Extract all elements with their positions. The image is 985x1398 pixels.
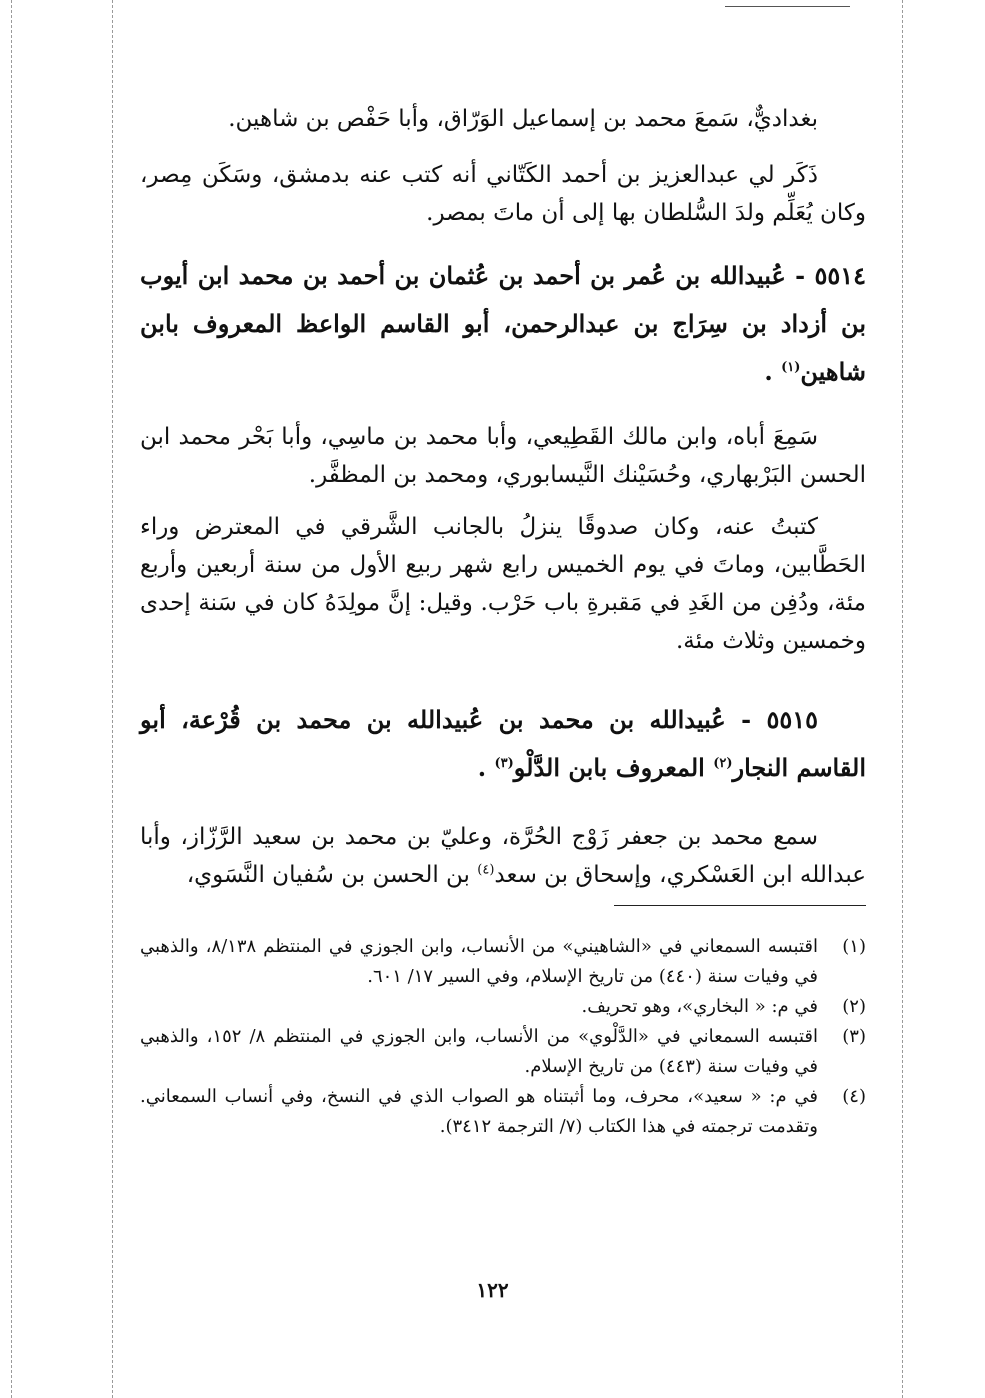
- paragraph-text: بن الحسن بن سُفيان النَّسَوي،: [186, 862, 478, 888]
- footnote-text: في م: « سعيد»، محرف، وما أثبتناه هو الصواب الذي في النسخ، وفي أنساب السمعاني. وتقدمت ترجمته في هذا الكتاب (٧/ الترجمة ٣٤١٢).: [140, 1086, 818, 1137]
- footnote: [140, 932, 866, 992]
- footnote-text: اقتبسه السمعاني في «الدَّلْوي» من الأنساب، وابن الجوزي في المنتظم ٨/ ١٥٢، والذهبي في وفيات سنة (٤٤٣) من تاريخ الإسلام.: [140, 1026, 818, 1077]
- page-number: ١٢٢: [476, 1278, 509, 1302]
- entry-heading-end: .: [477, 753, 495, 782]
- footnote-number: (٤): [842, 1086, 866, 1107]
- footnote-ref: (٣): [494, 756, 514, 771]
- top-paragraph: [140, 100, 866, 232]
- footnote: [140, 1082, 866, 1142]
- footnotes: [140, 932, 866, 1142]
- paragraph: سَمِعَ أباه، وابن مالك القَطِيعي، وأبا محمد بن ماسِي، وأبا بَحْر محمد ابن الحسن البَرْبهاري، وحُسَيْنك النَّيسابوري، ومحمد بن المظفَّر.: [140, 424, 866, 488]
- footnote-number: (١): [842, 936, 866, 957]
- scan-crop-line: [902, 0, 903, 1398]
- top-rule: [725, 6, 850, 7]
- entry-heading: [140, 696, 866, 792]
- footnote-text: اقتبسه السمعاني في «الشاهيني» من الأنساب، وابن الجوزي في المنتظم ٨/١٣٨، والذهبي في وفيات سنة (٤٤٠) من تاريخ الإسلام، وفي السير ١٧/ ٦٠١.: [140, 936, 818, 987]
- footnote: [140, 992, 866, 1022]
- footnote-number: (٢): [842, 996, 866, 1017]
- entry-heading-text: ٥٥١٥ - عُبيدالله بن محمد بن عُبيدالله بن محمد بن قُرْعة، أبو القاسم النجار: [140, 705, 866, 782]
- scan-crop-line: [11, 0, 12, 1398]
- footnote-ref: (٢): [713, 756, 733, 771]
- footnote-text: في م: « البخاري»، وهو تحريف.: [581, 996, 818, 1017]
- paragraph: كتبتُ عنه، وكان صدوقًا ينزلُ بالجانب الشَّرقي في المعترض وراء الحَطَّابين، وماتَ في يوم الخميس رابع شهر ربيع الأول من سنة أربعين وأربع مئة، ودُفِن من الغَدِ في مَقبرةِ باب حَرْب. وقيل: إنَّ مولِدَهُ كان في سَنة إحدى وخمسين وثلاث مئة.: [140, 514, 866, 654]
- entry-heading-end: .: [764, 357, 782, 386]
- footnote-ref: (١): [781, 360, 801, 375]
- entry-heading-text: المعروف بابن الدَّلْو: [513, 753, 714, 782]
- footnote-number: (٣): [842, 1026, 866, 1047]
- paragraph-text: سمع محمد بن جعفر زَوْج الحُرَّة، وعليّ بن محمد بن سعيد الرَّزّاز، وأبا عبدالله ابن العَسْكري، وإسحاق بن سعد: [140, 824, 866, 888]
- entry-5514: [140, 252, 866, 660]
- footnote: [140, 1022, 866, 1082]
- paragraph-line: بغداديٌّ، سَمعَ محمد بن إسماعيل الوَرّاق، وأبا حَفْص بن شاهين.: [228, 106, 818, 132]
- footnote-separator: [614, 905, 866, 906]
- entry-heading-text: ٥٥١٤ - عُبيدالله بن عُمر بن أحمد بن عُثمان بن أحمد بن محمد ابن أيوب بن أزداد بن سِرَاج بن عبدالرحمن، أبو القاسم الواعظ المعروف بابن شاهين: [140, 261, 866, 386]
- entry-5515: [140, 696, 866, 894]
- paragraph: ذَكَر لي عبدالعزيز بن أحمد الكَتّاني أنه كتب عنه بدمشق، وسَكَن مِصر، وكان يُعَلِّم ولدَ السُّلطان بها إلى أن ماتَ بمصر.: [140, 162, 866, 226]
- footnote-ref: (٤): [477, 862, 495, 878]
- paragraph: [140, 818, 866, 894]
- scan-crop-line: [112, 0, 113, 1398]
- entry-heading: [140, 252, 866, 396]
